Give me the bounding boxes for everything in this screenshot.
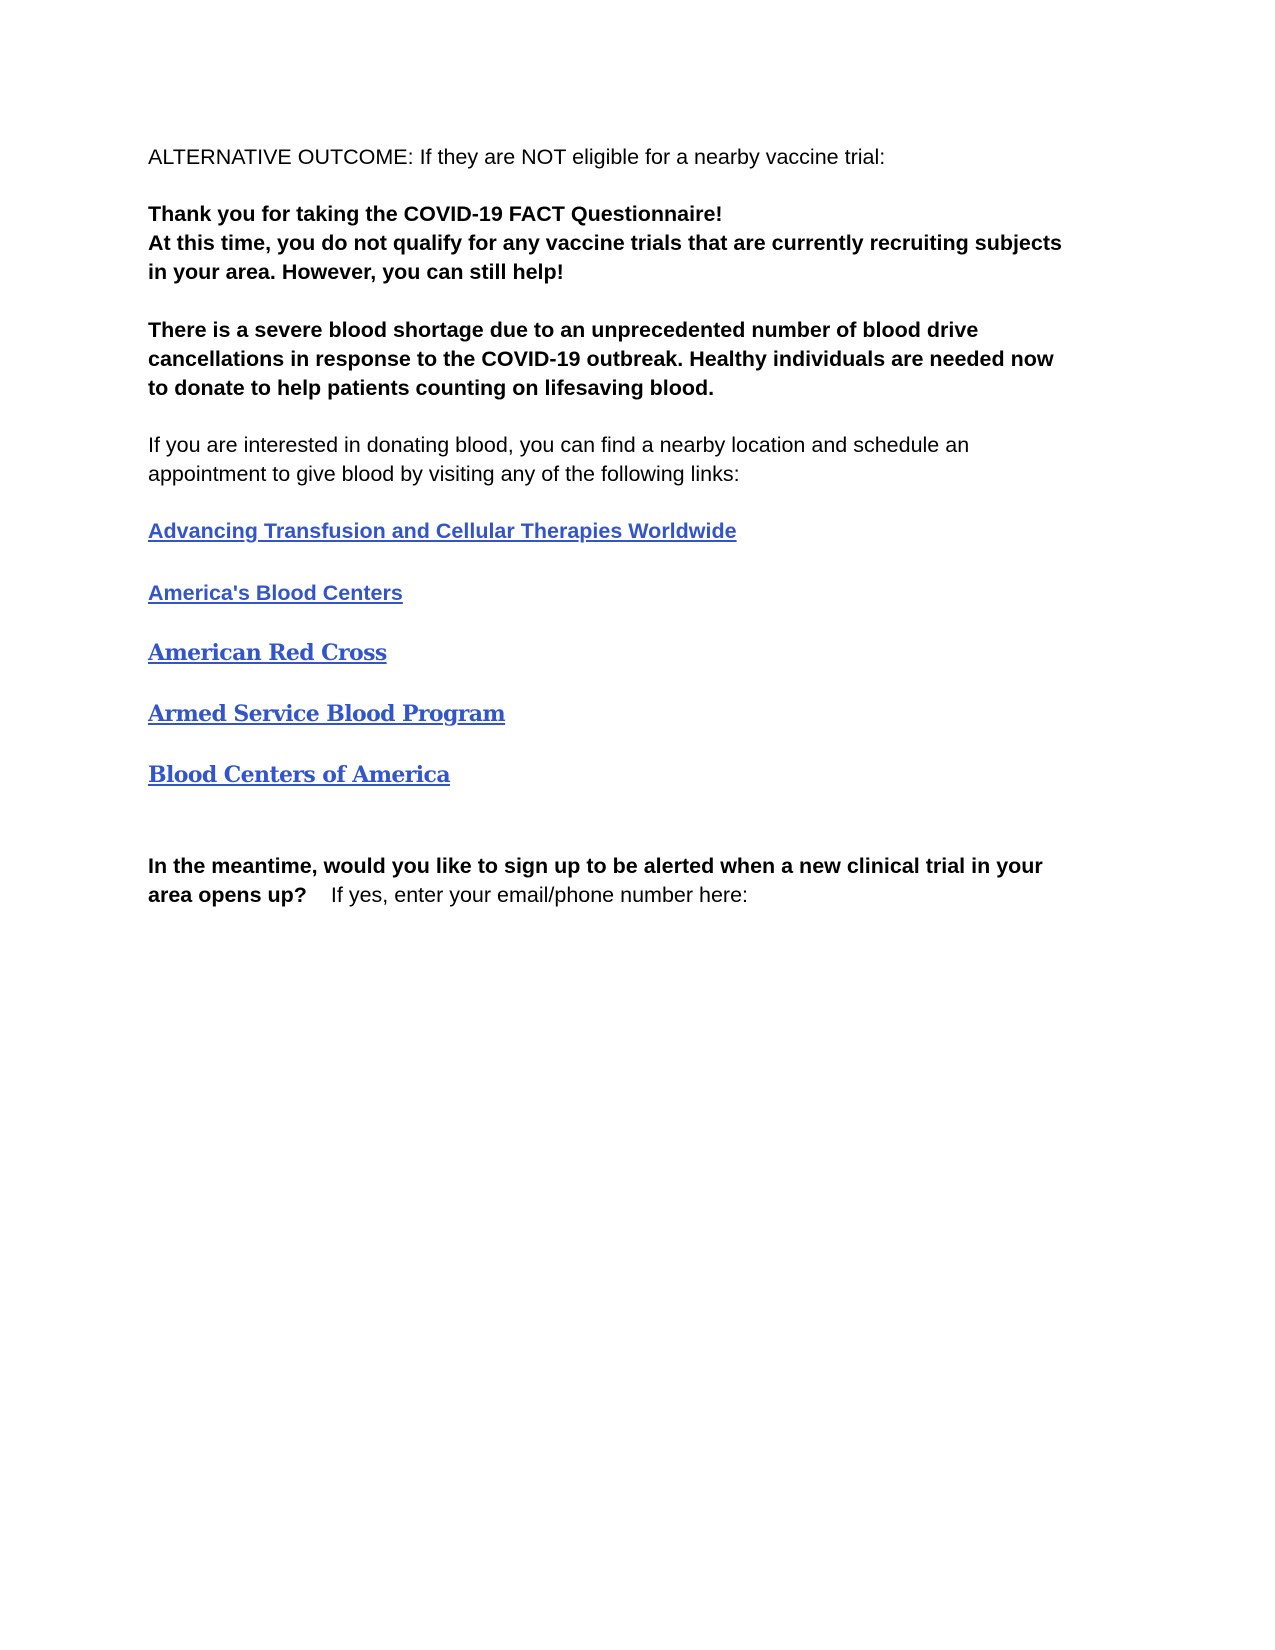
donate-line-2: appointment to give blood by visiting any of the following links: [148,462,740,486]
intro-text: ALTERNATIVE OUTCOME: If they are NOT eligible for a nearby vaccine trial: [148,145,886,169]
signup-line-2 [148,881,748,911]
donate-line-1: If you are interested in donating blood, you can find a nearby location and schedule an [148,433,970,457]
shortage-line-2: cancellations in response to the COVID-19 outbreak. Healthy individuals are needed now [148,347,1054,371]
link-american-red-cross[interactable]: American Red Cross [148,640,387,666]
shortage-line-1: There is a severe blood shortage due to an unprecedented number of blood drive [148,318,979,342]
thanks-line-3: in your area. However, you can still help! [148,260,564,284]
link-americas-blood-centers[interactable]: America's Blood Centers [148,581,403,605]
link-armed-service-blood-program[interactable]: Armed Service Blood Program [148,701,506,727]
signup-question: area opens up? [148,883,307,907]
signup-line-1: In the meantime, would you like to sign up to be alerted when a new clinical trial in your [148,854,1043,878]
signup-instruction: If yes, enter your email/phone number here: [330,883,748,907]
thanks-line-2: At this time, you do not qualify for any vaccine trials that are currently recruiting subjects [148,231,1062,255]
link-aabb[interactable]: Advancing Transfusion and Cellular Therapies Worldwide [148,519,737,543]
link-blood-centers-of-america[interactable]: Blood Centers of America [148,762,450,788]
thanks-heading: Thank you for taking the COVID-19 FACT Questionnaire! [148,202,723,226]
shortage-line-3: to donate to help patients counting on lifesaving blood. [148,376,715,400]
